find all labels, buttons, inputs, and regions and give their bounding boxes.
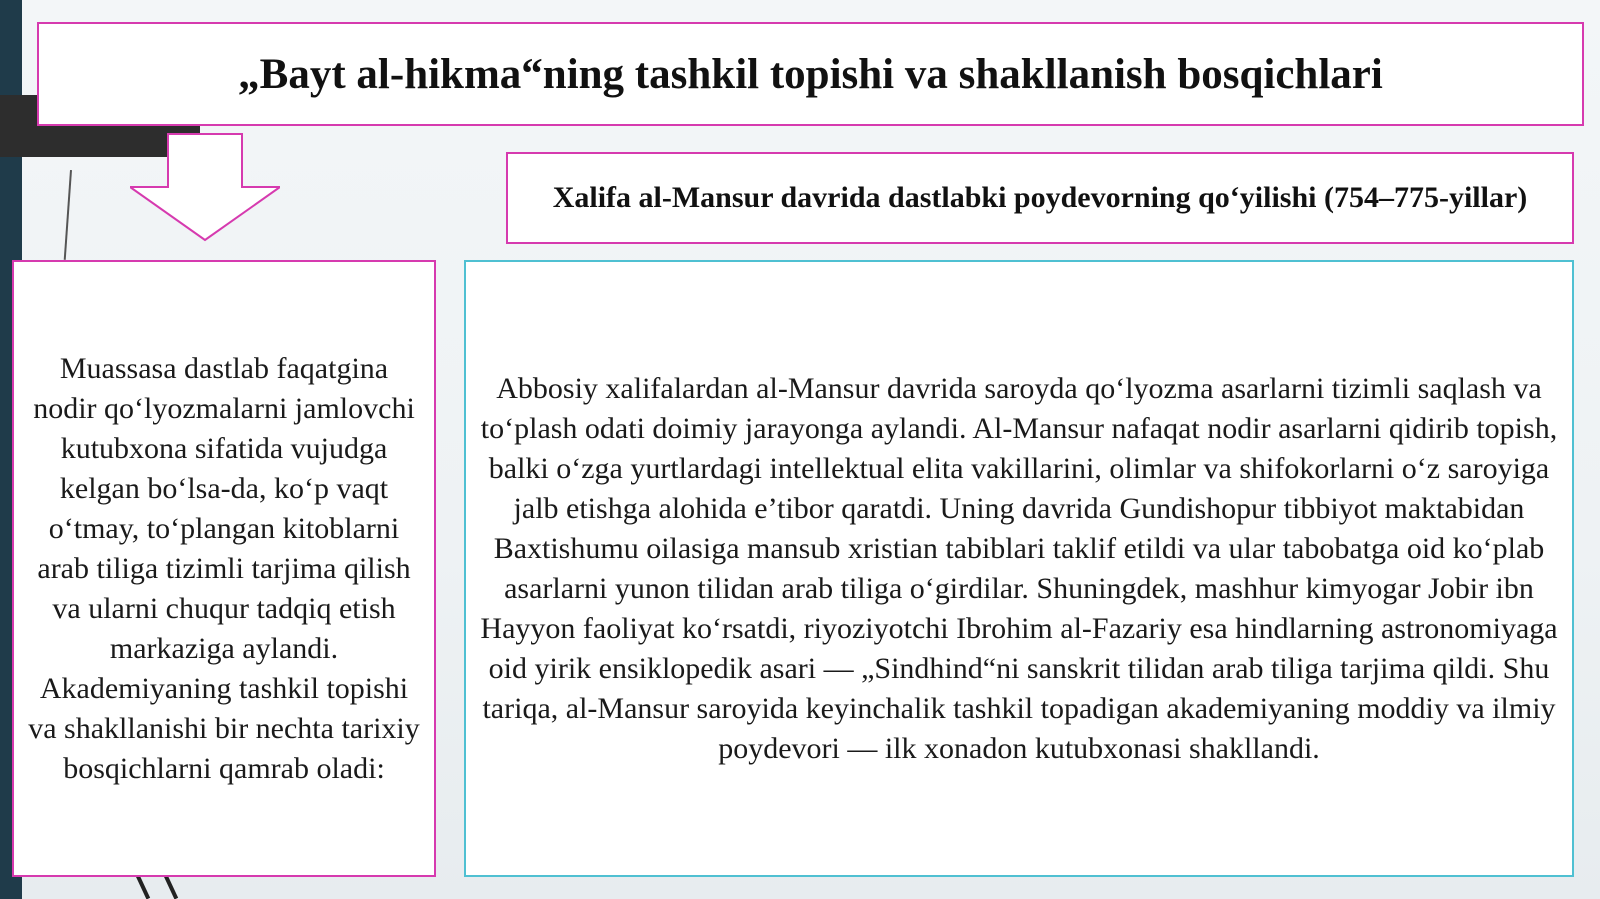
detail-paragraph: Abbosiy xalifalardan al-Mansur davrida saroyda qo‘lyozma asarlarni tizimli saqlash va to‘plash odati doimiy jarayonga aylandi. Al-Mansur nafaqat nodir asarlarni qidirib topish, balki o‘zga yurtlardagi intellektual elita vakillarini, olimlar va shifokorlarni o‘z saroyiga jalb etishga alohida e’tibor qaratdi. Uning davrida Gundishopur tibbiyot maktabidan Baxtishumu oilasiga mansub xristian tabiblari taklif etildi va ular tabobatga oid ko‘plab asarlarni yunon tilidan arab tiliga o‘girdilar. Shuningdek, mashhur kimyogar Jobir ibn Hayyon faoliyat ko‘rsatdi, riyoziyotchi Ibrohim al-Fazariy esa hindlarning astronomiyaga oid yirik ensiklopedik asari — „Sindhind“ni sanskrit tilidan arab tiliga tarjima qildi. Shu tariqa, al-Mansur saroyida keyinchalik tashkil topadigan akademiyaning moddiy va ilmiy poydevori — ilk xonadon kutubxonasi shakllandi. [480, 371, 1558, 765]
subtitle-box [506, 152, 1574, 244]
detail-text-box [464, 260, 1574, 877]
title-box [37, 22, 1584, 126]
section-subtitle: Xalifa al-Mansur davrida dastlabki poydevorning qo‘yilishi (754–775-yillar) [552, 181, 1528, 214]
intro-paragraph: Muassasa dastlab faqatgina nodir qo‘lyozmalarni jamlovchi kutubxona sifatida vujudga kelgan bo‘lsa-da, ko‘p vaqt o‘tmay, to‘plangan kitoblarni arab tiliga tizimli tarjima qilish va ularni chuqur tadqiq etish markaziga aylandi. Akademiyaning tashkil topishi va shakllanishi bir nechta tarixiy bosqichlarni qamrab oladi: [28, 351, 420, 785]
decorative-line [64, 170, 72, 260]
down-arrow-icon [130, 132, 280, 247]
slide-title: „Bayt al-hikma“ning tashkil topishi va shakllanish bosqichlari [238, 50, 1383, 98]
intro-text-box [12, 260, 436, 877]
